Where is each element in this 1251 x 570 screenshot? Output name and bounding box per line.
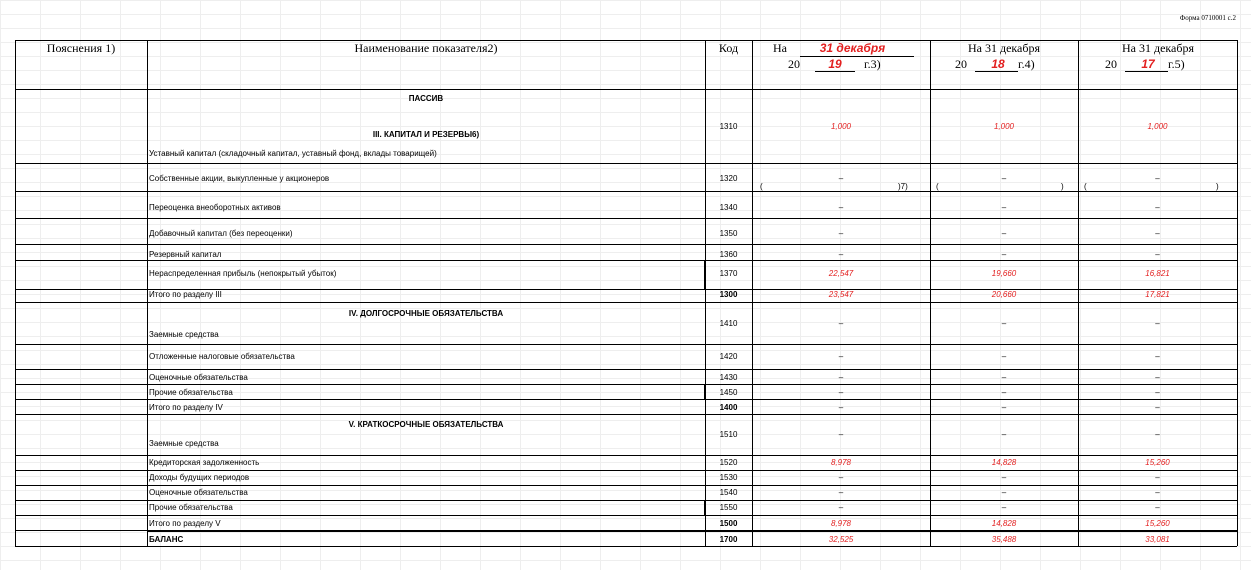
row-value-2: – (1001, 472, 1007, 482)
row-value-2: – (1001, 249, 1007, 259)
row-name: Итого по разделу IV (149, 402, 223, 412)
row-name: Заемные средства (149, 438, 219, 448)
grid-line (15, 244, 1237, 245)
row-name: Доходы будущих периодов (149, 472, 250, 482)
grid-line (15, 500, 1237, 501)
row-value-3: – (1155, 487, 1160, 497)
row-code: 1370 (719, 268, 738, 278)
grid-line (15, 546, 1237, 547)
row-value-1: – (838, 351, 844, 361)
row-code: 1400 (719, 402, 738, 412)
grid-line (704, 500, 706, 515)
row-code: 1520 (719, 457, 738, 467)
row-name: Оценочные обязательства (149, 372, 248, 382)
row-name: Уставный капитал (складочный капитал, уставный фонд, вклады товарищей) (149, 149, 437, 158)
period3-label: На 31 декабря (1121, 40, 1195, 55)
period3-year: 17 (1141, 57, 1155, 71)
row-value-3: – (1155, 472, 1160, 482)
period1-prefix: На (773, 40, 787, 55)
row-name: Прочие обязательства (149, 502, 233, 512)
period2-label: На 31 декабря (967, 40, 1041, 55)
row-value-3: – (1155, 318, 1160, 328)
row-value-2: – (1001, 372, 1007, 382)
row-value-1: – (838, 472, 844, 482)
row-value-3: – (1155, 202, 1160, 212)
grid-line (15, 40, 1237, 41)
row-code: 1410 (719, 318, 738, 328)
row-value-1: – (838, 502, 844, 512)
row-value-3: – (1155, 429, 1160, 439)
row-value-3: – (1155, 372, 1160, 382)
row-value-3: 15,260 (1145, 457, 1170, 467)
grid-line (705, 89, 706, 546)
row-name: Прочие обязательства (149, 387, 233, 397)
row-value-1: – (838, 202, 844, 212)
row-name: Резервный капитал (149, 249, 222, 259)
row-value-2: – (1001, 487, 1007, 497)
row-name: Отложенные налоговые обязательства (149, 351, 295, 361)
grid-line (1237, 40, 1238, 546)
grid-line (800, 56, 914, 57)
row-code: 1500 (719, 518, 738, 528)
row-code: 1340 (719, 202, 738, 212)
section-title-shortterm: V. КРАТКОСРОЧНЫЕ ОБЯЗАТЕЛЬСТВА (348, 419, 504, 429)
row-name: БАЛАНС (149, 534, 184, 544)
row-code: 1510 (719, 429, 738, 439)
grid-line (15, 369, 1237, 370)
row-code: 1550 (719, 502, 738, 512)
row-name: Переоценка внеоборотных активов (149, 202, 281, 212)
row-value-2: 20,660 (991, 289, 1017, 299)
row-value-1: – (838, 372, 844, 382)
paren-close-2: ) (1061, 181, 1064, 191)
row-value-1: 23,547 (828, 289, 854, 299)
row-value-3: – (1155, 502, 1160, 512)
row-value-1: 32,525 (828, 534, 854, 544)
row-value-1: – (838, 173, 844, 183)
form-label: Форма 0710001 с.2 (1179, 14, 1236, 22)
period2-year: 18 (991, 57, 1005, 71)
row-code: 1300 (719, 289, 738, 299)
period2-year-prefix: 20 (955, 56, 967, 71)
row-value-2: 1,000 (993, 121, 1015, 131)
row-name: Заемные средства (149, 329, 219, 339)
row-value-1: – (838, 429, 844, 439)
row-value-3: – (1155, 173, 1160, 183)
grid-line (15, 344, 1237, 345)
grid-line (705, 40, 706, 89)
row-value-2: – (1001, 228, 1007, 238)
grid-line (15, 485, 1237, 486)
row-value-1: – (838, 402, 844, 412)
row-name: Кредиторская задолженность (149, 457, 260, 467)
row-code: 1700 (719, 534, 738, 544)
row-value-2: – (1001, 202, 1007, 212)
row-value-1: – (838, 387, 844, 397)
row-value-1: – (838, 228, 844, 238)
row-value-2: – (1001, 351, 1007, 361)
period3-suffix: г.5) (1168, 56, 1185, 71)
row-value-2: 14,828 (991, 457, 1017, 467)
row-code: 1350 (719, 228, 738, 238)
col-explanations-header: Пояснения 1) (46, 40, 116, 55)
row-value-2: – (1001, 318, 1007, 328)
grid-line (770, 191, 896, 192)
row-value-1: – (838, 487, 844, 497)
paren-close-note-1: )7) (898, 181, 908, 191)
row-value-3: 17,821 (1145, 289, 1170, 299)
period2-suffix: г.4) (1018, 56, 1035, 71)
row-name: Собственные акции, выкупленные у акционеров (149, 173, 330, 183)
period1-suffix: г.3) (864, 56, 881, 71)
row-code: 1450 (719, 387, 738, 397)
section-title-liabilities: ПАССИВ (408, 93, 444, 103)
row-code: 1320 (719, 173, 738, 183)
paren-close-3: ) (1216, 181, 1219, 191)
grid-line (15, 455, 1237, 456)
row-value-2: – (1001, 502, 1007, 512)
row-code: 1360 (719, 249, 738, 259)
row-value-1: 8,978 (830, 518, 852, 528)
row-name: Нераспределенная прибыль (непокрытый убыток) (149, 268, 337, 278)
row-value-2: 19,660 (991, 268, 1017, 278)
row-value-3: 16,821 (1145, 268, 1170, 278)
grid-line (1093, 191, 1215, 192)
grid-line (975, 71, 1018, 72)
section-title-longterm: IV. ДОЛГОСРОЧНЫЕ ОБЯЗАТЕЛЬСТВА (348, 308, 504, 318)
row-value-2: 14,828 (991, 518, 1017, 528)
row-code: 1540 (719, 487, 738, 497)
row-value-3: – (1155, 387, 1160, 397)
grid-line (15, 414, 1237, 415)
row-code: 1530 (719, 472, 738, 482)
paren-open-2: ( (936, 181, 939, 191)
paren-open-3: ( (1084, 181, 1087, 191)
row-code: 1430 (719, 372, 738, 382)
row-value-3: 1,000 (1147, 121, 1168, 131)
grid-line (815, 71, 855, 72)
grid-line (15, 470, 1237, 471)
row-value-1: – (838, 249, 844, 259)
grid-line (15, 260, 1237, 261)
row-value-1: – (838, 318, 844, 328)
grid-line (15, 399, 1237, 400)
row-value-3: – (1155, 228, 1160, 238)
row-value-2: – (1001, 173, 1007, 183)
row-value-2: – (1001, 402, 1007, 412)
grid-line (704, 260, 706, 289)
period1-year-prefix: 20 (788, 56, 800, 71)
paren-open-1: ( (760, 181, 763, 191)
row-code: 1420 (719, 351, 738, 361)
col-code-header: Код (718, 40, 739, 55)
row-name: Итого по разделу III (149, 289, 222, 299)
grid-line (1125, 71, 1168, 72)
row-value-2: – (1001, 429, 1007, 439)
period1-year: 19 (828, 57, 842, 71)
row-value-2: 35,488 (991, 534, 1017, 544)
row-name: Итого по разделу V (149, 518, 221, 528)
row-value-1: 22,547 (828, 268, 854, 278)
row-value-3: 33,081 (1145, 534, 1170, 544)
section-title-capital: III. КАПИТАЛ И РЕЗЕРВЫ6) (372, 129, 480, 139)
row-value-1: 1,000 (830, 121, 852, 131)
row-value-2: – (1001, 387, 1007, 397)
period1-date: 31 декабря (819, 41, 886, 55)
row-name: Оценочные обязательства (149, 487, 248, 497)
col-name-header: Наименование показателя2) (354, 40, 498, 55)
grid-line (15, 89, 1237, 90)
grid-line (15, 302, 1237, 303)
row-value-3: – (1155, 249, 1160, 259)
grid-line (15, 384, 1237, 385)
row-value-3: 15,260 (1145, 518, 1170, 528)
grid-line (15, 218, 1237, 219)
grid-line (15, 289, 1237, 290)
grid-line (15, 515, 1237, 516)
grid-line (15, 163, 1237, 164)
row-name: Добавочный капитал (без переоценки) (149, 228, 293, 238)
row-value-3: – (1155, 402, 1160, 412)
period3-year-prefix: 20 (1105, 56, 1117, 71)
row-value-3: – (1155, 351, 1160, 361)
grid-line (704, 384, 706, 399)
row-value-1: 8,978 (830, 457, 852, 467)
grid-line (945, 191, 1060, 192)
row-code: 1310 (719, 121, 738, 131)
grid-line (147, 530, 1237, 532)
